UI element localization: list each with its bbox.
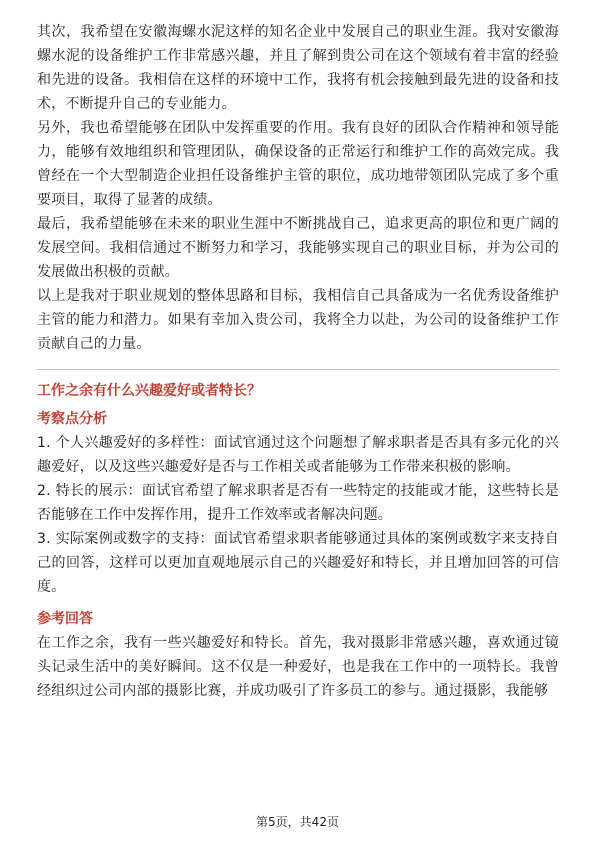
question-title: 工作之余有什么兴趣爱好或者特长？ (37, 383, 261, 399)
section-gap (37, 599, 559, 607)
analysis-point: 3. 实际案例或数字的支持：面试官希望求职者能够通过具体的案例或数字来支持自己的回答，这样可以更加直观地展示自己的兴趣爱好和特长，并且增加回答的可信度。 (37, 531, 559, 595)
document-page (37, 20, 559, 703)
page-footer: 第5页，共42页 (256, 815, 339, 829)
intro-paragraph: 以上是我对于职业规划的整体思路和目标，我相信自己具备成为一名优秀设备维护主管的能力和潜力。如果有幸加入贵公司，我将全力以赴，为公司的设备维护工作贡献自己的力量。 (37, 288, 559, 352)
analysis-heading: 考察点分析 (37, 411, 107, 427)
intro-paragraph: 其次，我希望在安徽海螺水泥这样的知名企业中发展自己的职业生涯。我对安徽海螺水泥的设备维护工作非常感兴趣，并且了解到贵公司在这个领域有着丰富的经验和先进的设备。我相信在这样的环境中工作，我将有机会接触到最先进的设备和技术，不断提升自己的专业能力。 (37, 24, 559, 112)
answer-paragraph: 在工作之余，我有一些兴趣爱好和特长。首先，我对摄影非常感兴趣，喜欢通过镜头记录生活中的美好瞬间。这不仅是一种爱好，也是我在工作中的一项特长。我曾经组织过公司内部的摄影比赛，并成功吸引了许多员工的参与。通过摄影，我能够 (37, 635, 559, 699)
analysis-point: 2. 特长的展示：面试官希望了解求职者是否有一些特定的技能或才能，这些特长是否能够在工作中发挥作用，提升工作效率或者解决问题。 (37, 483, 559, 523)
section-divider (37, 369, 559, 370)
intro-paragraph: 另外，我也希望能够在团队中发挥重要的作用。我有良好的团队合作精神和领导能力，能够有效地组织和管理团队，确保设备的正常运行和维护工作的高效完成。我曾经在一个大型制造企业担任设备维护主管的职位，成功地带领团队完成了多个重要项目，取得了显著的成绩。 (37, 120, 559, 208)
answer-heading: 参考回答 (37, 611, 93, 627)
analysis-point: 1. 个人兴趣爱好的多样性：面试官通过这个问题想了解求职者是否具有多元化的兴趣爱好，以及这些兴趣爱好是否与工作相关或者能够为工作带来积极的影响。 (37, 435, 559, 475)
intro-paragraph: 最后，我希望能够在未来的职业生涯中不断挑战自己，追求更高的职位和更广阔的发展空间。我相信通过不断努力和学习，我能够实现自己的职业目标，并为公司的发展做出积极的贡献。 (37, 216, 559, 280)
